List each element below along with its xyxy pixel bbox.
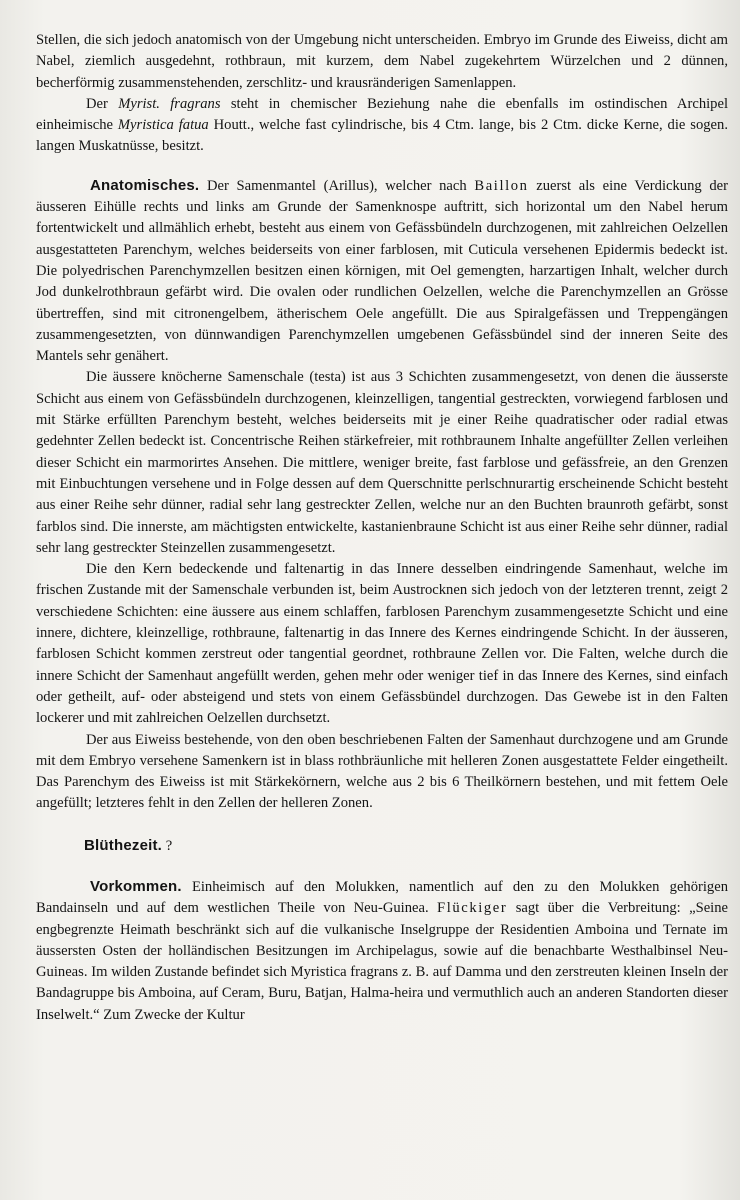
section-anatomisches [36,175,728,368]
section-heading-anatomisches: Anatomisches. [90,176,200,194]
text-run: sagt über die Verbreitung: „Seine engbegrenzte Heimath beschränkt sich auf die vulkanische Inselgruppe der Residentien Amboina und Ternate im äussersten Osten der holländischen Besitzungen im Archipelagus, sowie auf die benachbarte Westhalbinsel Neu-Guineas. Im wilden Zustande befindet sich Myristica fragrans z. B. auf Damma und den zerstreuten kleinen Inseln der Bandagruppe bis Amboina, auf Ceram, Buru, Batjan, Halma-heira und vermuthlich auch an anderen Standorten dieser Inselwelt.“ Zum Zwecke der Kultur [36,900,728,1023]
text-run: Der Samenmantel (Arillus), welcher nach [199,177,475,194]
text-column [36,30,728,1026]
species-name: Myristica fatua [117,117,209,134]
author-name: Baillon [474,177,529,194]
section-vorkommen [36,876,728,1026]
text-run: zuerst als eine Verdickung der äusseren Eihülle rechts und links am Grunde der Samenknospe auftritt, sich horizontal um den Nabel herum fortentwickelt und allmählich erhebt, besteht aus einem von Gefässbündeln durchzogenen, mit zahlreichen Oelzellen ausgestatteten Parenchym, welches beiderseits von einer farblosen, mit Cuticula versehenen Epidermis bedeckt ist. Die polyedrischen Parenchymzellen besitzen einen körnigen, mit Oel gemengten, harzartigen Inhalt, welcher durch Jod dunkelrothbraun gefärbt wird. Die ovalen oder rundlichen Oelzellen, welche die Parenchymzellen an Grösse übertreffen, sind mit citronengelbem, ätherischem Oele angefüllt. Die aus Spiralgefässen und Treppengängen zusammengesetzten, von dünnwandigen Parenchymzellen umgebenen Gefässbündel sind der inneren Seite des Mantels sehr genähert. [36,177,728,365]
author-name: Flückiger [436,900,508,917]
text-run: Houtt., welche fast cylindrische, bis 4 Ctm. lange, bis 2 Ctm. dicke Kerne, die sogen. langen Muskatnüsse, besitzt. [36,117,728,155]
section-bluethezeit [36,835,728,857]
paragraph-myristica-fatua [36,94,728,158]
bluethezeit-value: ? [162,837,173,854]
species-name: Myrist. fragrans [118,95,221,112]
paragraph-samenkern: Der aus Eiweiss bestehende, von den oben beschriebenen Falten der Samenhaut durchzogene und am Grunde mit dem Embryo versehene Samenkern ist in blass rothbräunliche mit helleren Zonen ausgestattete Felder eingetheilt. Das Parenchym des Eiweiss ist mit Stärkekörnern, welche aus 2 bis 6 Theilkörnern bestehen, und mit fettem Oele angefüllt; letzteres fehlt in den Zellen der helleren Zonen. [36,731,728,812]
paragraph-samenhaut: Die den Kern bedeckende und faltenartig in das Innere desselben eindringende Samenhaut, welche im frischen Zustande mit der Samenschale verbunden ist, beim Austrocknen sich jedoch von der letzteren trennt, zeigt 2 verschiedene Schichten: eine äussere aus einem schlaffen, farblosen Parenchym zusammengesetzte Schicht und eine innere, dichtere, kleinzellige, rothbraune, faltenartig in das Innere des Kernes eindringende Schicht. In der äusseren, farblosen Schicht kommen zerstreut oder tangential geordnet, rothbraune Zellen vor. Die Falten, welche durch die innere Schicht der Samenhaut angefüllt werden, gehen mehr oder weniger tief in das Innere des Kernes, sind einfach oder getheilt, auf- oder absteigend und stets von einem Gefässbündel durchzogen. Das Gewebe ist in den Falten lockerer und mit zahlreichen Oelzellen durchsetzt. [36,561,728,727]
paragraph-embryo: Stellen, die sich jedoch anatomisch von der Umgebung nicht unterscheiden. Embryo im Grunde des Eiweiss, dicht am Nabel, ziemlich ausgedehnt, rothbraun, mit kurzem, dem Nabel zugekehrtem Würzelchen und 2 dünnen, becherförmig zusammenstehenden, zerschlitz- und krausränderigen Samenlappen. [36,32,728,91]
section-heading-vorkommen: Vorkommen. [90,877,182,895]
text-run: Einheimisch auf den Molukken, namentlich auf den zu den Molukken gehörigen Bandainseln und auf dem westlichen Theile von Neu-Guinea. [36,878,728,917]
section-heading-bluethezeit: Blüthezeit. [84,836,163,854]
paragraph-samenschale: Die äussere knöcherne Samenschale (testa) ist aus 3 Schichten zusammengesetzt, von denen die äusserste Schicht aus einem von Gefässbündeln durchzogenen, kleinzelligen, tangential gestreckten, vorwiegend farblosen und mit Stärke erfüllten Parenchym besteht, welches beiderseits mit je einer Reihe quadratischer oder radial etwas gedehnter Zellen bedeckt ist. Concentrische Reihen stärkefreier, mit rothbraunem Inhalte angefüllter Zellen verleihen dieser Schicht ein marmorirtes Ansehen. Die mittlere, weniger breite, fast farblose und gefässfreie, an den Grenzen mit Einbuchtungen versehene und in Folge dessen auf dem Querschnitte perlschnurartig erscheinende Schicht besteht aus einer Reihe sehr dünner, radial sehr lang gestreckter Zellen, welche nur an den Buchten braunroth gefärbt, sonst farblos sind. Die innerste, am mächtigsten entwickelte, kastanienbraune Schicht ist aus einer Reihe sehr dünner, radial sehr lang gestreckter Steinzellen zusammengesetzt. [36,369,728,556]
text-run: steht in chemischer Beziehung nahe die ebenfalls im ostindischen Archipel einheimische [36,95,728,134]
text-run: Der [86,95,119,112]
